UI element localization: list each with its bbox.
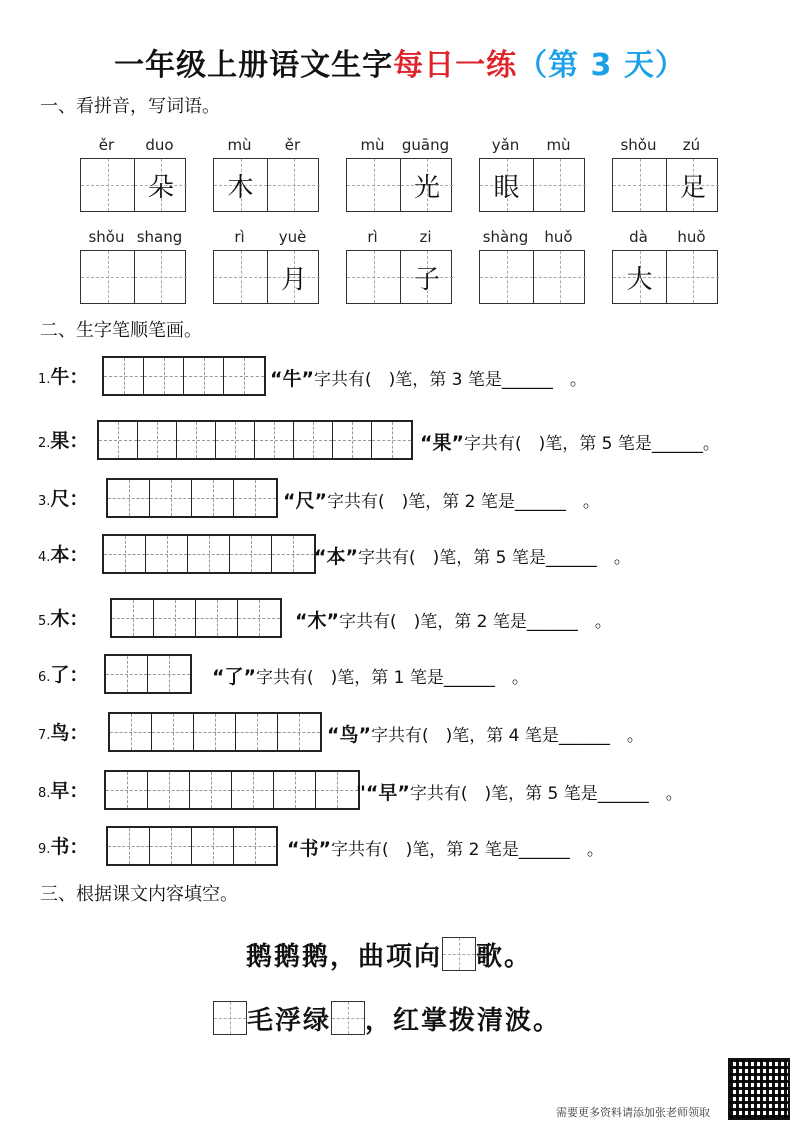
quoted-char: "“早” [356, 782, 410, 804]
stroke-item-text: 7. [38, 728, 51, 743]
stroke-question [295, 606, 612, 633]
stroke-order-boxes [104, 770, 360, 810]
stroke-order-boxes [102, 356, 266, 396]
stroke-write-cell[interactable] [274, 772, 316, 808]
pinyin-label [612, 228, 718, 246]
given-char-cell [400, 251, 453, 303]
char-text: 光 [413, 172, 440, 203]
char-text [347, 251, 400, 303]
stroke-write-cell[interactable] [196, 600, 238, 636]
tianzi-box [213, 158, 319, 212]
stroke-write-cell[interactable] [146, 536, 188, 572]
stroke-write-cell[interactable] [234, 828, 276, 864]
stroke-write-cell[interactable] [154, 600, 196, 636]
given-char-cell [214, 159, 267, 211]
stroke-item-text: ： [69, 366, 89, 388]
write-cell[interactable] [134, 251, 187, 303]
question-text: 字共有( )笔，第 2 笔是______ 。 [338, 612, 612, 632]
tianzi-box [346, 250, 452, 304]
tianzi-box [479, 250, 585, 304]
stroke-item-text: 早 [50, 780, 70, 802]
stroke-write-cell[interactable] [150, 480, 192, 516]
pinyin-syllable: yǎn [491, 136, 520, 154]
stroke-item-text: 本 [50, 544, 70, 566]
pinyin-label [479, 136, 585, 154]
pinyin-label [346, 228, 452, 246]
stroke-write-cell[interactable] [148, 772, 190, 808]
quoted-char: “书” [287, 838, 331, 860]
stroke-item-label [38, 484, 88, 511]
tianzi-box [346, 158, 452, 212]
stroke-write-cell[interactable] [234, 480, 276, 516]
char-text: 木 [227, 172, 254, 203]
pinyin-syllable: dà [629, 228, 648, 246]
pinyin-syllable: zi [419, 228, 432, 246]
stroke-item-text: 8. [38, 786, 51, 801]
pinyin-syllable: ěr [98, 136, 115, 154]
poem-blank-box[interactable] [442, 937, 476, 971]
stroke-item-text: 5. [38, 614, 51, 629]
stroke-order-boxes [108, 712, 322, 752]
question-text: 字共有( )笔，第 4 笔是______ 。 [370, 726, 644, 746]
stroke-item-text: 2. [38, 436, 51, 451]
char-text [347, 159, 400, 211]
tianzi-box [479, 158, 585, 212]
given-char-cell [480, 159, 533, 211]
pinyin-syllable: rì [367, 228, 378, 246]
char-text [214, 251, 267, 303]
pinyin-syllable: shǒu [88, 228, 125, 246]
write-cell[interactable] [533, 251, 586, 303]
char-text [534, 159, 586, 211]
question-text: 字共有( )笔，第 2 笔是______ 。 [330, 840, 604, 860]
section-2-heading: 二、生字笔顺笔画。 [40, 320, 202, 341]
stroke-write-cell[interactable] [150, 828, 192, 864]
stroke-question [327, 720, 644, 747]
stroke-item-text: 6. [38, 670, 51, 685]
stroke-write-cell[interactable] [272, 536, 314, 572]
pinyin-label [479, 228, 585, 246]
question-text: 字共有( )笔，第 1 笔是______ 。 [255, 668, 529, 688]
poem-blank-box[interactable] [213, 1001, 247, 1035]
char-text [135, 251, 187, 303]
footer-note: 需要更多资料请添加张老师领取 [556, 1106, 710, 1119]
stroke-write-cell[interactable] [112, 600, 154, 636]
stroke-item-text: 尺 [50, 488, 70, 510]
stroke-write-cell[interactable] [238, 600, 280, 636]
stroke-item-label [38, 426, 88, 453]
pinyin-label [346, 136, 452, 154]
tianzi-box [80, 158, 186, 212]
pinyin-syllable: guāng [401, 136, 450, 154]
char-text: 朵 [147, 172, 174, 203]
stroke-question [270, 364, 587, 391]
quoted-char: “木” [295, 610, 339, 632]
write-cell[interactable] [666, 251, 719, 303]
stroke-write-cell[interactable] [108, 828, 150, 864]
given-char-cell [267, 251, 320, 303]
section-1-heading: 一、看拼音，写词语。 [40, 96, 220, 117]
char-text [613, 159, 666, 211]
char-text: 月 [280, 264, 307, 295]
stroke-order-boxes [97, 420, 413, 460]
stroke-item-text: 1. [38, 372, 51, 387]
given-char-cell [613, 251, 666, 303]
char-text [81, 251, 134, 303]
stroke-write-cell[interactable] [104, 536, 146, 572]
stroke-question [283, 486, 600, 513]
stroke-order-boxes [106, 826, 278, 866]
given-char-cell [400, 159, 453, 211]
tianzi-box [612, 158, 718, 212]
title-part-3: （第 3 天） [517, 48, 686, 83]
stroke-write-cell[interactable] [148, 656, 190, 692]
pinyin-syllable: mù [227, 136, 252, 154]
title-part-2: 每日一练 [393, 48, 518, 83]
stroke-item-label [38, 604, 88, 631]
char-text [480, 251, 533, 303]
question-text: 字共有( )笔，第 5 笔是______。 [463, 434, 720, 454]
stroke-question [212, 662, 529, 689]
question-text: 字共有( )笔，第 2 笔是______ 。 [326, 492, 600, 512]
stroke-question [356, 778, 683, 805]
pinyin-syllable: mù [546, 136, 571, 154]
stroke-write-cell[interactable] [224, 358, 264, 394]
stroke-item-label [38, 660, 88, 687]
stroke-item-text: 3. [38, 494, 51, 509]
stroke-write-cell[interactable] [144, 358, 184, 394]
quoted-char: “果” [420, 432, 464, 454]
char-text: 子 [413, 264, 440, 295]
pinyin-syllable: shǒu [620, 136, 657, 154]
stroke-item-text: ： [69, 488, 89, 510]
stroke-write-cell[interactable] [106, 656, 148, 692]
stroke-item-text: 鸟 [50, 722, 70, 744]
char-text: 足 [679, 172, 706, 203]
stroke-write-cell[interactable] [230, 536, 272, 572]
pinyin-syllable: yuè [278, 228, 307, 246]
poem-line-2-after: ，红掌拨清波。 [365, 1006, 562, 1036]
quoted-char: “尺” [283, 490, 327, 512]
stroke-item-text: 9. [38, 842, 51, 857]
stroke-item-text: ： [69, 608, 89, 630]
pinyin-label [612, 136, 718, 154]
stroke-item-text: 木 [50, 608, 70, 630]
stroke-write-cell[interactable] [333, 422, 372, 458]
stroke-write-cell[interactable] [108, 480, 150, 516]
char-text: 大 [626, 264, 653, 295]
given-char-cell [666, 159, 719, 211]
pinyin-syllable: duo [145, 136, 174, 154]
stroke-item-label [38, 832, 88, 859]
stroke-item-label [38, 362, 88, 389]
pinyin-syllable: zú [682, 136, 701, 154]
char-text [81, 159, 134, 211]
stroke-write-cell[interactable] [104, 358, 144, 394]
stroke-item-text: 了 [50, 664, 70, 686]
stroke-write-cell[interactable] [190, 772, 232, 808]
tianzi-box [80, 250, 186, 304]
stroke-write-cell[interactable] [184, 358, 224, 394]
question-text: 字共有( )笔，第 5 笔是______ 。 [409, 784, 683, 804]
stroke-write-cell[interactable] [216, 422, 255, 458]
stroke-write-cell[interactable] [232, 772, 274, 808]
pinyin-syllable: huǒ [544, 228, 573, 246]
stroke-write-cell[interactable] [106, 772, 148, 808]
stroke-write-cell[interactable] [194, 714, 236, 750]
stroke-write-cell[interactable] [192, 828, 234, 864]
pinyin-label [213, 136, 319, 154]
poem-blank-box[interactable] [331, 1001, 365, 1035]
stroke-item-label [38, 718, 88, 745]
quoted-char: “鸟” [327, 724, 371, 746]
stroke-item-text: 书 [50, 836, 70, 858]
stroke-write-cell[interactable] [152, 714, 194, 750]
stroke-question [420, 428, 720, 455]
tianzi-box [612, 250, 718, 304]
write-cell[interactable] [214, 251, 267, 303]
stroke-write-cell[interactable] [177, 422, 216, 458]
stroke-item-text: 牛 [50, 366, 70, 388]
stroke-write-cell[interactable] [316, 772, 358, 808]
quoted-char: “了” [212, 666, 256, 688]
question-text: 字共有( )笔，第 3 笔是______ 。 [313, 370, 587, 390]
pinyin-syllable: mù [360, 136, 385, 154]
poem-line-1 [246, 936, 532, 973]
write-cell[interactable] [81, 251, 134, 303]
write-cell[interactable] [347, 159, 400, 211]
pinyin-label [80, 136, 186, 154]
stroke-item-text: 4. [38, 550, 51, 565]
pinyin-syllable: shang [136, 228, 183, 246]
char-text [667, 251, 719, 303]
char-text: 眼 [493, 172, 520, 203]
tianzi-box [213, 250, 319, 304]
stroke-order-boxes [102, 534, 316, 574]
quoted-char: “本” [314, 546, 358, 568]
pinyin-syllable: ěr [284, 136, 301, 154]
stroke-write-cell[interactable] [294, 422, 333, 458]
poem-line-1-before: 鹅鹅鹅，曲项向 [246, 942, 443, 972]
given-char-cell [134, 159, 187, 211]
pinyin-syllable: shàng [482, 228, 529, 246]
pinyin-label [80, 228, 186, 246]
stroke-item-text: ： [69, 836, 89, 858]
page-title [0, 40, 800, 84]
stroke-write-cell[interactable] [192, 480, 234, 516]
stroke-item-text: ： [69, 722, 89, 744]
stroke-write-cell[interactable] [372, 422, 411, 458]
poem-line-1-after: 歌。 [476, 942, 533, 972]
stroke-write-cell[interactable] [255, 422, 294, 458]
write-cell[interactable] [533, 159, 586, 211]
poem-line-2 [213, 1000, 561, 1037]
stroke-item-text: ： [69, 780, 89, 802]
stroke-item-label [38, 776, 88, 803]
stroke-order-boxes [110, 598, 282, 638]
stroke-write-cell[interactable] [188, 536, 230, 572]
question-text: 字共有( )笔，第 5 笔是______ 。 [357, 548, 631, 568]
stroke-write-cell[interactable] [236, 714, 278, 750]
stroke-question [314, 542, 631, 569]
stroke-item-label [38, 540, 88, 567]
title-part-1: 一年级上册语文生字 [114, 48, 394, 83]
stroke-write-cell[interactable] [138, 422, 177, 458]
stroke-item-text: ： [69, 544, 89, 566]
stroke-write-cell[interactable] [110, 714, 152, 750]
write-cell[interactable] [81, 159, 134, 211]
char-text [534, 251, 586, 303]
write-cell[interactable] [480, 251, 533, 303]
pinyin-label [213, 228, 319, 246]
write-cell[interactable] [267, 159, 320, 211]
stroke-question [287, 834, 604, 861]
qr-code-image [728, 1058, 790, 1120]
stroke-write-cell[interactable] [278, 714, 320, 750]
char-text [268, 159, 320, 211]
write-cell[interactable] [347, 251, 400, 303]
stroke-order-boxes [104, 654, 192, 694]
quoted-char: “牛” [270, 368, 314, 390]
write-cell[interactable] [613, 159, 666, 211]
stroke-item-text: ： [69, 430, 89, 452]
pinyin-syllable: huǒ [677, 228, 706, 246]
stroke-write-cell[interactable] [99, 422, 138, 458]
section-3-heading: 三、根据课文内容填空。 [40, 884, 238, 905]
stroke-item-text: 果 [50, 430, 70, 452]
stroke-item-text: ： [69, 664, 89, 686]
poem-line-2-middle: 毛浮绿 [247, 1006, 332, 1036]
pinyin-syllable: rì [234, 228, 245, 246]
stroke-order-boxes [106, 478, 278, 518]
